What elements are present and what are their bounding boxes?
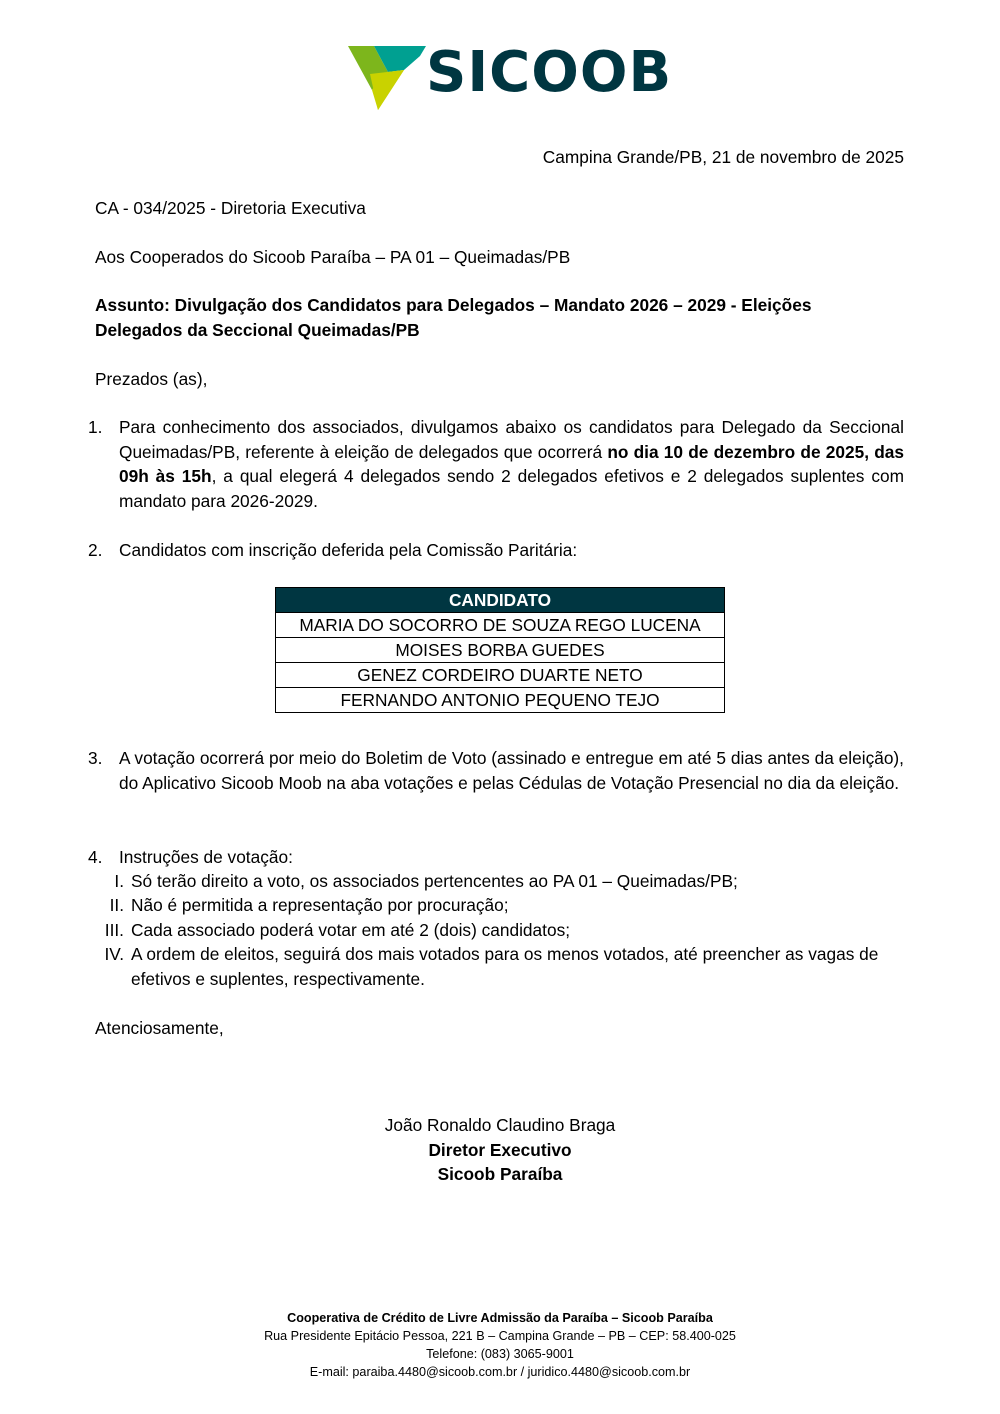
item-number: 3.	[88, 748, 103, 768]
table-row	[276, 613, 725, 638]
closing: Atenciosamente,	[95, 1018, 224, 1038]
instruction-text: A ordem de eleitos, seguirá dos mais votados para os menos votados, até preencher as vagas de efetivos e suplentes, respectivamente.	[131, 944, 879, 989]
instruction-number: IV.	[104, 944, 124, 964]
subject: Assunto: Divulgação dos Candidatos para Delegados – Mandato 2026 – 2029 - Eleições Delegados da Seccional Queimadas/PB	[95, 295, 812, 340]
footer	[0, 1309, 1000, 1381]
greeting: Prezados (as),	[95, 369, 208, 389]
recipient: Aos Cooperados do Sicoob Paraíba – PA 01 – Queimadas/PB	[95, 247, 571, 267]
reference: CA - 034/2025 - Diretoria Executiva	[95, 198, 366, 218]
table-row	[276, 638, 725, 663]
candidate-name: MOISES BORBA GUEDES	[276, 638, 725, 663]
instruction-text: Cada associado poderá votar em até 2 (dois) candidatos;	[131, 920, 571, 940]
logo-wordmark: SICOOB	[426, 40, 673, 105]
instruction-3	[95, 918, 904, 943]
item-text: A votação ocorrerá por meio do Boletim de Voto (assinado e entregue em até 5 dias antes da eleição), do Aplicativo Sicoob Moob na aba votações e pelas Cédulas de Votação Presencial no dia da eleição.	[119, 748, 904, 793]
item-number: 1.	[88, 417, 103, 437]
item-text: Instruções de votação:	[119, 847, 293, 867]
instruction-number: II.	[109, 895, 124, 915]
table-header: CANDIDATO	[276, 588, 725, 613]
item-number: 4.	[88, 847, 103, 867]
table-row	[276, 663, 725, 688]
footer-org: Cooperativa de Crédito de Livre Admissão da Paraíba – Sicoob Paraíba	[287, 1311, 713, 1325]
item-text: , a qual elegerá 4 delegados sendo 2 delegados efetivos e 2 delegados suplentes com mandato para 2026-2029.	[119, 466, 904, 511]
instruction-4	[95, 942, 904, 991]
signature-block	[0, 1113, 1000, 1187]
item-text: Candidatos com inscrição deferida pela Comissão Paritária:	[119, 540, 578, 560]
instruction-text: Só terão direito a voto, os associados pertencentes ao PA 01 – Queimadas/PB;	[131, 871, 738, 891]
list-item-4	[88, 845, 904, 870]
list-item-1	[88, 415, 904, 513]
item-number: 2.	[88, 540, 103, 560]
list-item-2	[88, 538, 904, 563]
sicoob-logo	[348, 40, 673, 112]
list-item-3	[88, 746, 904, 795]
candidate-name: GENEZ CORDEIRO DUARTE NETO	[276, 663, 725, 688]
candidates-table	[275, 587, 725, 713]
instruction-1	[95, 869, 904, 894]
instruction-number: I.	[114, 871, 124, 891]
item-bold-text: no dia 10 de dezembro de 2025, das 09h às 15h	[119, 441, 904, 486]
signatory-title: Diretor Executivo	[428, 1139, 572, 1160]
candidate-name: MARIA DO SOCORRO DE SOUZA REGO LUCENA	[276, 613, 725, 638]
footer-phone: Telefone: (083) 3065-9001	[426, 1347, 574, 1361]
signatory-org: Sicoob Paraíba	[437, 1164, 563, 1184]
footer-address: Rua Presidente Epitácio Pessoa, 221 B – Campina Grande – PB – CEP: 58.400-025	[264, 1329, 736, 1343]
date-line: Campina Grande/PB, 21 de novembro de 2025	[542, 147, 904, 167]
table-row	[276, 688, 725, 713]
item-text: Para conhecimento dos associados, divulgamos abaixo os candidatos para Delegado da Seccional Queimadas/PB, referente à eleição de delegados que ocorrerá	[119, 417, 904, 462]
instruction-number: III.	[104, 920, 124, 940]
candidate-name: FERNANDO ANTONIO PEQUENO TEJO	[276, 688, 725, 713]
instruction-2	[95, 893, 904, 918]
sicoob-logo-icon	[348, 44, 428, 110]
instruction-text: Não é permitida a representação por procuração;	[131, 895, 509, 915]
footer-email: E-mail: paraiba.4480@sicoob.com.br / juridico.4480@sicoob.com.br	[309, 1365, 691, 1379]
signatory-name: João Ronaldo Claudino Braga	[384, 1115, 616, 1135]
